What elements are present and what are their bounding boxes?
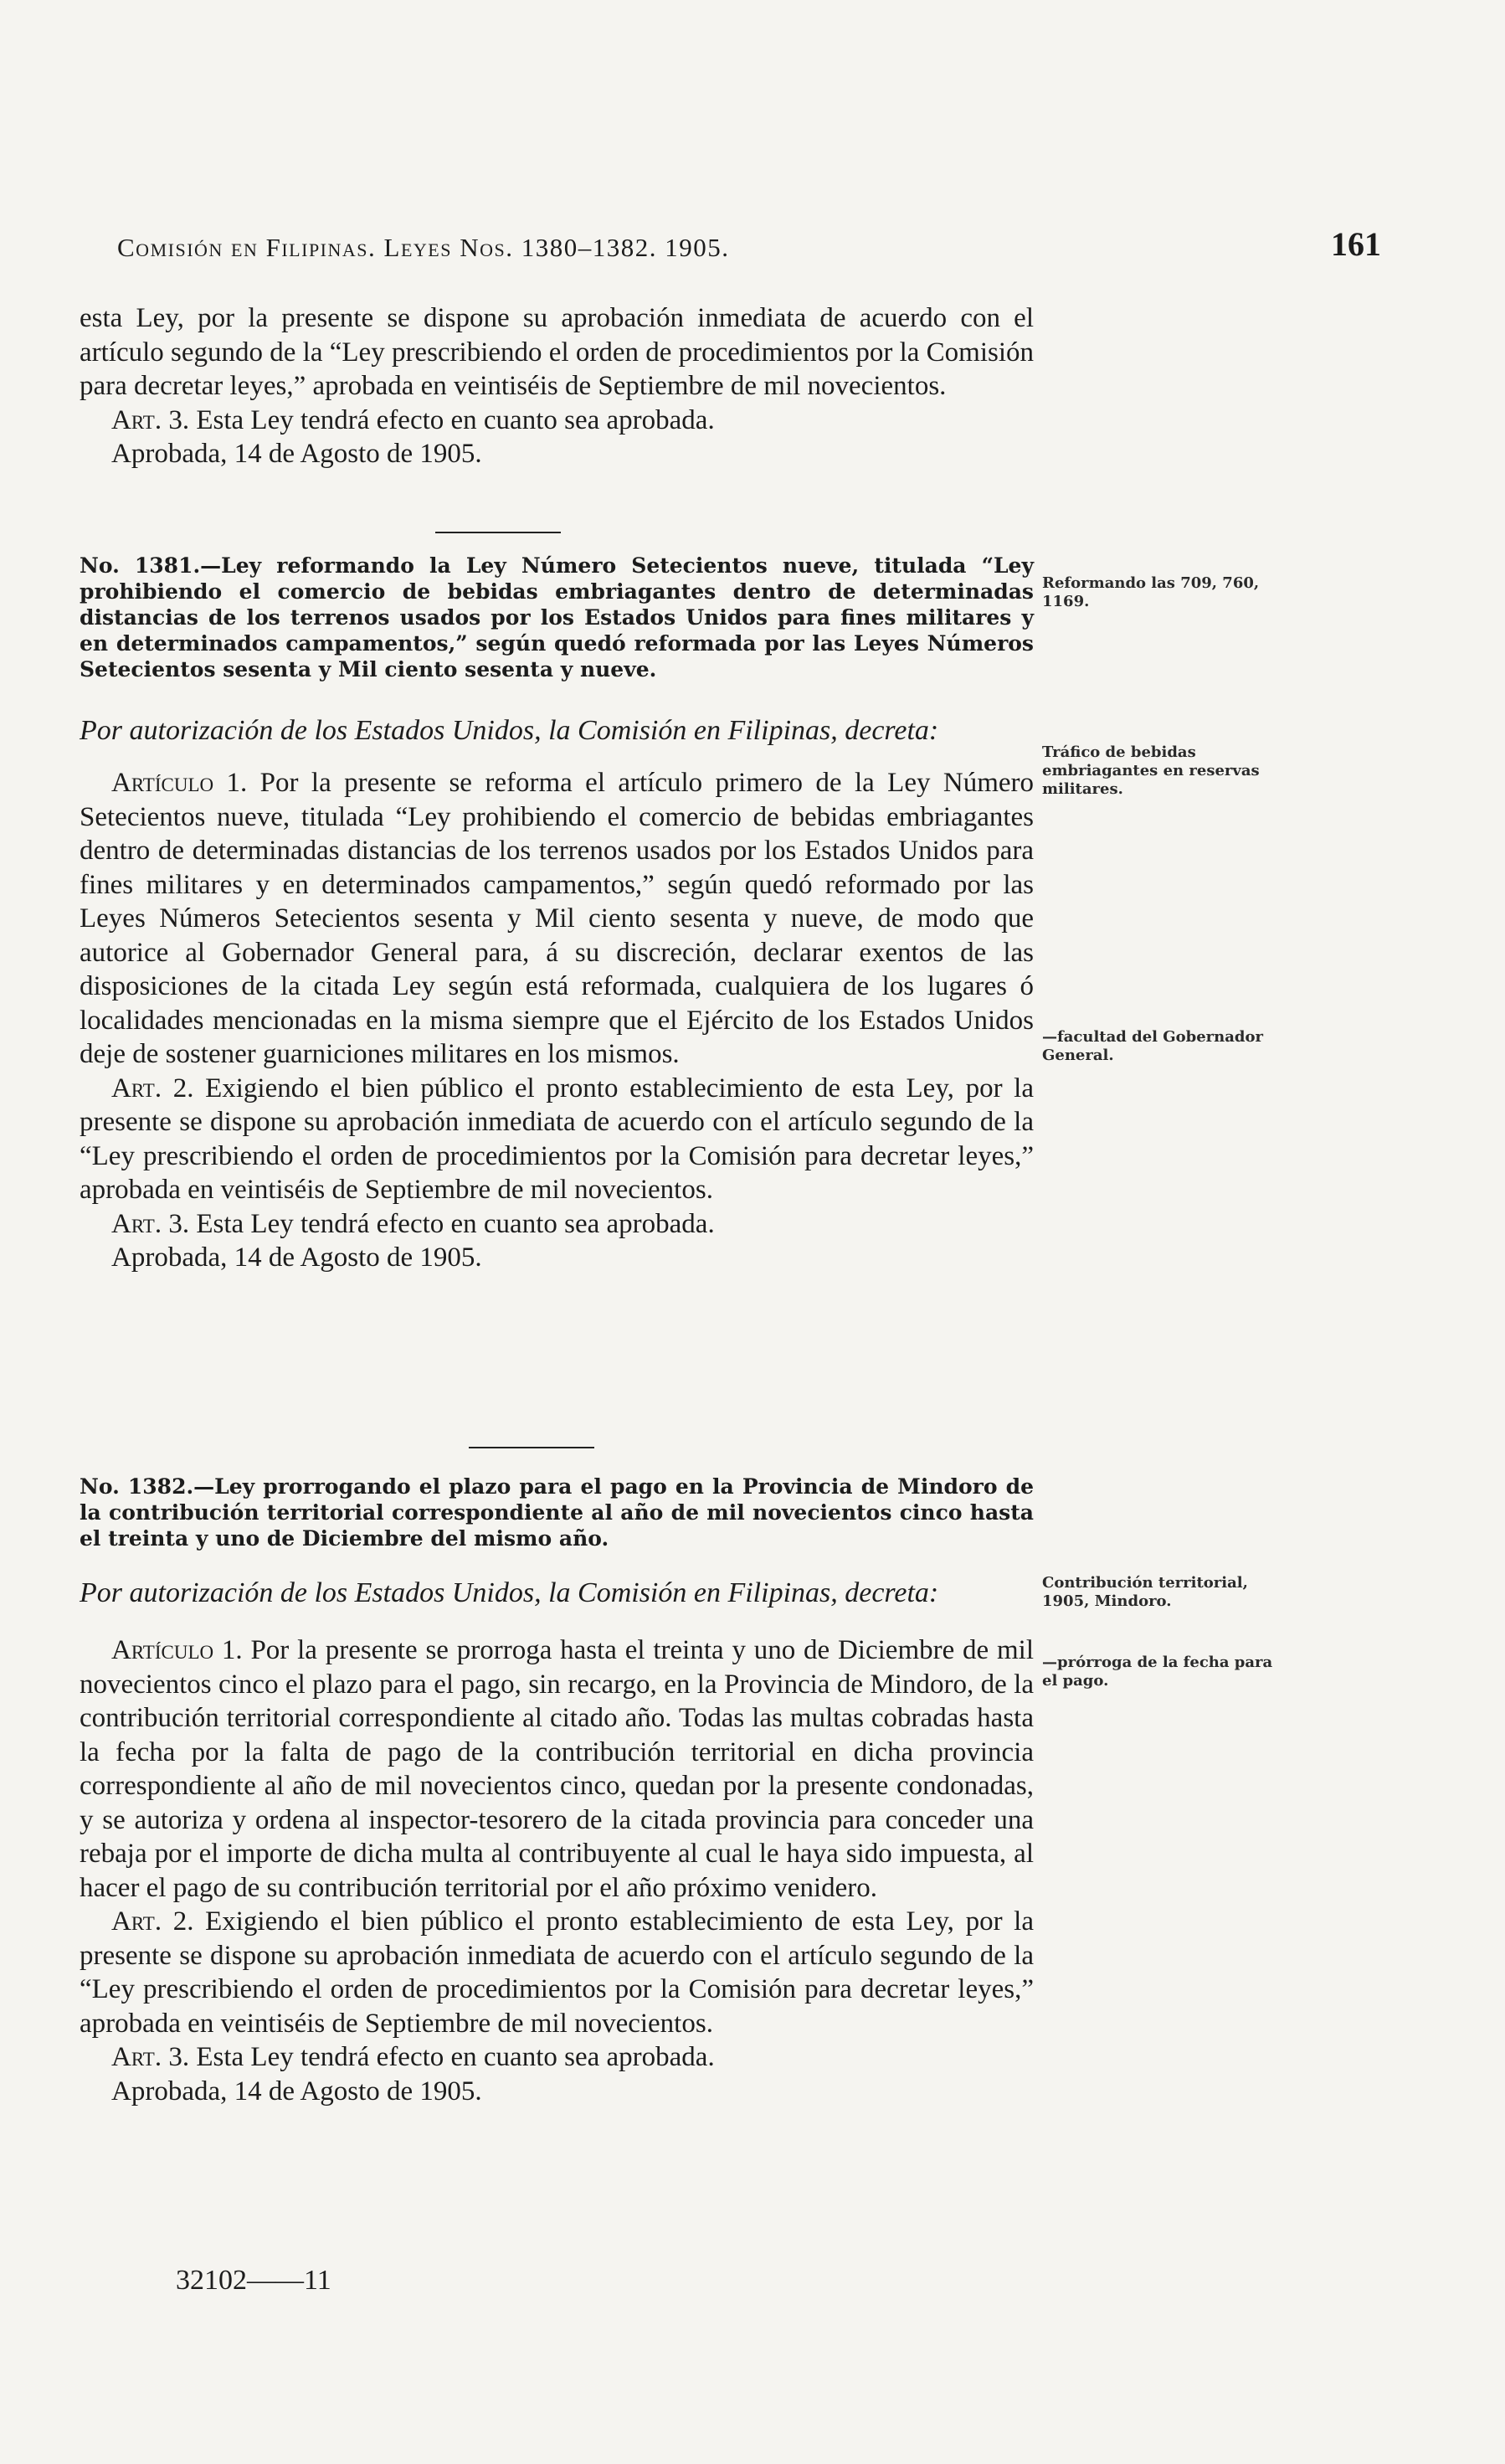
margin-note-1381-governor: —facultad del Gobernador General. (1042, 1028, 1263, 1064)
law-1381-art3 (80, 1207, 1034, 1242)
section-divider (435, 532, 561, 533)
law-1382-approval: Aprobada, 14 de Agosto de 1905. (111, 2076, 482, 2106)
art-text: Exigiendo el bien público el pronto establecimiento de esta Ley, por la presente se dispone su aprobación inmediata de acuerdo con el artículo segundo de la “Ley prescribiendo el orden de procedimientos por la Comisión para decretar leyes,” aprobada en veintiséis de Septiembre de mil novecientos. (80, 1073, 1034, 1205)
art-text: Por la presente se prorroga hasta el treinta y uno de Diciembre de mil novecientos cinco el plazo para el pago, sin recargo, en la Provincia de Mindoro, de la contribución territorial correspondiente al citado año. Todas las multas cobradas hasta la fecha por la falta de pago de la contribución territorial en dicha provincia correspondiente al año de mil novecientos cinco, quedan por la presente condonadas, y se autoriza y ordena al inspector-tesorero de la citada provincia para conceder una rebaja por el importe de dicha multa al contribuyente al cual le haya sido impuesta, al hacer el pago de su contribución territorial por el año próximo venidero. (80, 1635, 1034, 1903)
law-1380-end (80, 301, 1034, 471)
page-header (117, 224, 1381, 283)
art-text: Esta Ley tendrá efecto en cuanto sea aprobada. (196, 404, 715, 435)
law-1380-approval: Aprobada, 14 de Agosto de 1905. (111, 439, 482, 469)
art-label: Art. 3. (111, 2042, 190, 2072)
law-1380-art2-continuation: esta Ley, por la presente se dispone su aprobación inmediata de acuerdo con el artículo segundo de la “Ley prescribiendo el orden de procedimientos por la Comisión para decretar leyes,” aprobada en veintiséis de Septiembre de mil novecientos. (80, 303, 1034, 401)
margin-note-1381-amends: Reformando las 709, 760, 1169. (1042, 574, 1260, 610)
art-label: Art. 2. (111, 1073, 194, 1103)
law-1382-decree: Por autorización de los Estados Unidos, la Comisión en Filipinas, decreta: (80, 1577, 939, 1608)
margin-note-1382-extension: —prórroga de la fecha para el pago. (1042, 1654, 1273, 1690)
law-1380-art3 (80, 404, 1034, 438)
art-text: Esta Ley tendrá efecto en cuanto sea aprobada. (196, 1208, 715, 1239)
margin-note-1382-subject: Contribución territorial, 1905, Mindoro. (1042, 1574, 1248, 1610)
law-1382 (80, 1474, 1034, 2108)
art-label: Art. 3. (111, 404, 190, 435)
law-1382-title: No. 1382.—Ley prorrogando el plazo para el pago en la Provincia de Mindoro de la contribución territorial correspondiente al año de mil novecientos cinco hasta el treinta y uno de Diciembre del mismo año. (80, 1474, 1034, 1551)
printer-signature: 32102——11 (176, 2265, 331, 2296)
art-label: Artículo 1. (111, 1635, 243, 1665)
running-title: Comisión en Filipinas. Leyes Nos. 1380–1382. 1905. (117, 233, 730, 262)
art-label: Art. 2. (111, 1906, 194, 1937)
law-1381-decree: Por autorización de los Estados Unidos, la Comisión en Filipinas, decreta: (80, 715, 939, 746)
art-label: Art. 3. (111, 1208, 190, 1239)
art-text: Exigiendo el bien público el pronto establecimiento de esta Ley, por la presente se dispone su aprobación inmediata de acuerdo con el artículo segundo de la “Ley prescribiendo el orden de procedimientos por la Comisión para decretar leyes,” aprobada en veintiséis de Septiembre de mil novecientos. (80, 1906, 1034, 2039)
law-1381-title: No. 1381.—Ley reformando la Ley Número Setecientos nueve, titulada “Ley prohibiendo el comercio de bebidas embriagantes dentro de determinadas distancias de los terrenos usados por los Estados Unidos para fines militares y en determinados campamentos,” según quedó reformada por las Leyes Números Setecientos sesenta y Mil ciento sesenta y nueve. (80, 553, 1034, 682)
page-number: 161 (1331, 225, 1381, 263)
law-1382-art3 (80, 2040, 1034, 2075)
art-text: Por la presente se reforma el artículo primero de la Ley Número Setecientos nueve, titulada “Ley prohibiendo el comercio de bebidas embriagantes dentro de determinadas distancias de los terrenos usados por los Estados Unidos para fines militares y en determinados campamentos,” según quedó reformado por las Leyes Números Setecientos sesenta y Mil ciento sesenta y nueve, de modo que autorice al Gobernador General para, á su discreción, declarar exentos de las disposiciones de la citada Ley según está reformada, cualquiera de los lugares ó localidades mencionadas en la misma siempre que el Ejército de los Estados Unidos deje de sostener guarniciones militares en los mismos. (80, 768, 1035, 1069)
margin-note-1381-subject: Tráfico de bebidas embriagantes en reservas militares. (1042, 743, 1260, 798)
law-1382-art2 (80, 1905, 1034, 2040)
section-divider (469, 1447, 594, 1448)
law-1381-approval: Aprobada, 14 de Agosto de 1905. (111, 1242, 482, 1273)
law-1381-art2 (80, 1072, 1034, 1207)
law-1381 (80, 553, 1034, 1275)
art-text: Esta Ley tendrá efecto en cuanto sea aprobada. (196, 2042, 715, 2072)
art-label: Artículo 1. (111, 768, 248, 798)
law-1382-art1 (80, 1633, 1034, 1905)
law-1381-art1 (80, 766, 1034, 1072)
